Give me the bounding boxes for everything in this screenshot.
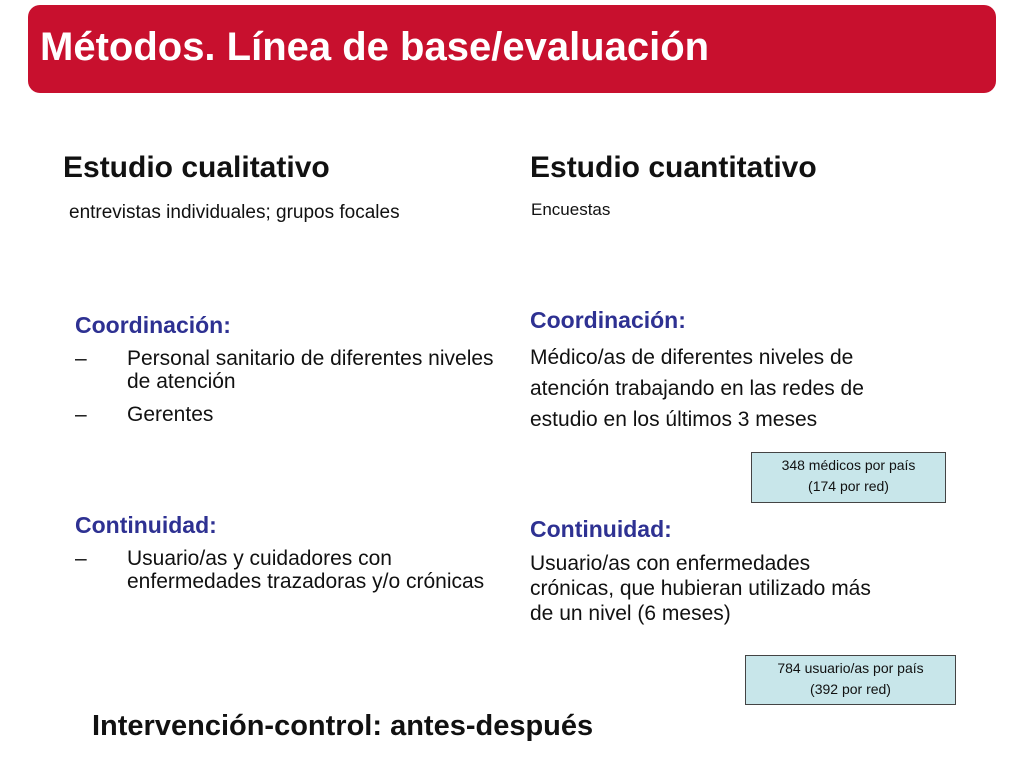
list-item-text: Gerentes (127, 403, 214, 426)
page-title: Métodos. Línea de base/evaluación (40, 25, 710, 69)
right-coordination-text (530, 342, 864, 435)
right-continuity-text (530, 551, 871, 626)
dash-bullet: – (75, 403, 87, 426)
title-banner (28, 5, 996, 93)
text-line: Médico/as de diferentes niveles de (530, 346, 854, 369)
list-item (75, 403, 495, 426)
list-item (75, 547, 495, 593)
list-item-text: Personal sanitario de diferentes niveles de atención (127, 347, 494, 393)
left-coordination-heading: Coordinación: (75, 312, 231, 338)
doctor-sample-note (751, 452, 946, 503)
left-column-title: Estudio cualitativo (63, 151, 330, 184)
left-continuity-heading: Continuidad: (75, 512, 217, 538)
right-column-subtitle: Encuestas (531, 200, 611, 219)
text-line: de un nivel (6 meses) (530, 602, 731, 625)
list-item (75, 347, 495, 393)
right-column-title: Estudio cuantitativo (530, 151, 817, 184)
note-line: (392 por red) (810, 681, 891, 697)
design-footer: Intervención-control: antes-después (92, 710, 594, 742)
right-continuity-heading: Continuidad: (530, 516, 672, 542)
dash-bullet: – (75, 547, 87, 570)
note-line: (174 por red) (808, 478, 889, 494)
text-line: Usuario/as con enfermedades (530, 552, 811, 575)
note-line: 348 médicos por país (781, 457, 916, 473)
right-coordination-heading: Coordinación: (530, 307, 686, 333)
left-column-subtitle: entrevistas individuales; grupos focales (69, 202, 400, 223)
dash-bullet: – (75, 347, 87, 370)
note-line: 784 usuario/as por país (777, 660, 924, 676)
left-continuity-list (75, 547, 495, 603)
text-line: atención trabajando en las redes de (530, 377, 864, 400)
list-item-text: Usuario/as y cuidadores con enfermedades trazadoras y/o crónicas (127, 547, 485, 593)
text-line: estudio en los últimos 3 meses (530, 408, 818, 431)
user-sample-note (745, 655, 956, 705)
text-line: crónicas, que hubieran utilizado más (530, 577, 871, 600)
left-coordination-list (75, 347, 495, 436)
